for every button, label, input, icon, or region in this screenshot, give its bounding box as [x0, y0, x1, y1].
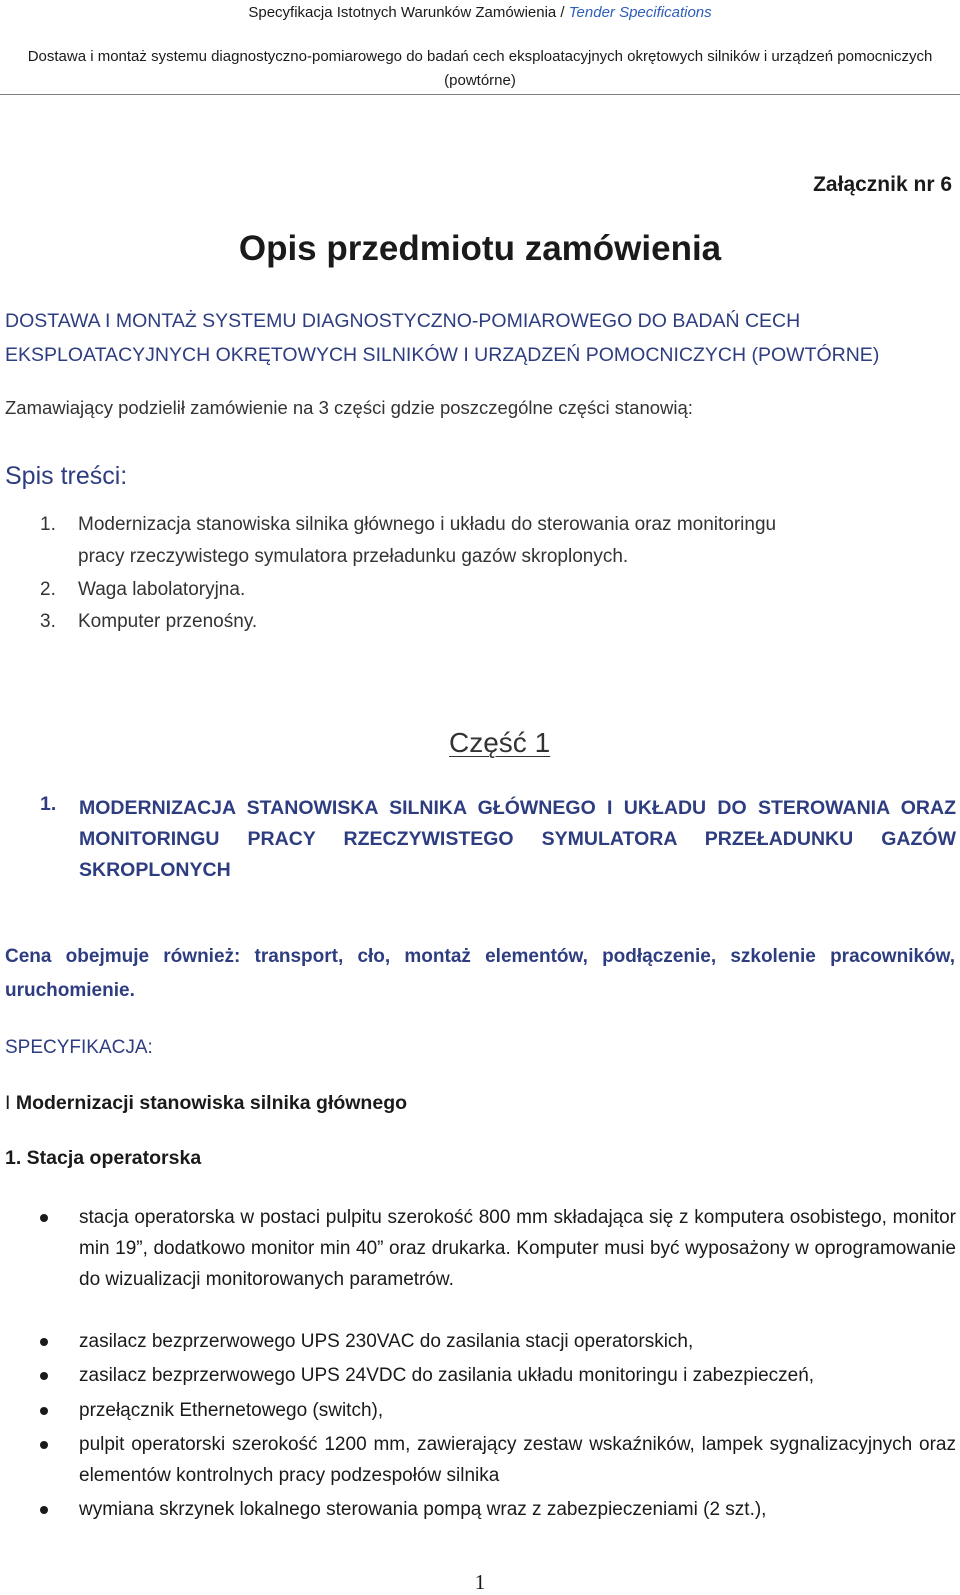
subject-heading: DOSTAWA I MONTAŻ SYSTEMU DIAGNOSTYCZNO-POMIAROWEGO DO BADAŃ CECH EKSPLOATACYJNYCH OKRĘTOWYCH SILNIKÓW I URZĄDZEŃ POMOCNICZYCH (POWTÓRNE)	[5, 310, 880, 366]
header-title-en: Tender Specifications	[568, 4, 712, 21]
list-item-text: wymiana skrzynek lokalnego sterowania pompą wraz z zabezpieczeniami (2 szt.),	[79, 1499, 767, 1520]
toc-item-text: Komputer przenośny.	[78, 611, 258, 632]
part-label: Część 1	[449, 727, 551, 758]
toc-item	[40, 509, 955, 573]
bullet-icon	[40, 1407, 48, 1415]
subsection-heading	[5, 1092, 955, 1115]
toc-item-number: 2.	[40, 579, 56, 600]
list-item	[0, 1395, 960, 1426]
toc-item-text: Waga labolatoryjna.	[78, 579, 246, 600]
header-divider	[0, 94, 960, 95]
list-item	[0, 1494, 960, 1525]
page-number: 1	[474, 1570, 486, 1594]
list-item	[0, 1360, 960, 1391]
list-item-text: stacja operatorska w postaci pulpitu szerokość 800 mm składająca się z komputera osobistego, monitor min 19”, dodatkowo monitor min 40” oraz drukarka. Komputer musi być wyposażony w oprogramowanie do wizualizacji monitorowanych parametrów.	[79, 1207, 956, 1290]
list-item	[0, 1202, 960, 1326]
document-title: Opis przedmiotu zamówienia	[238, 229, 722, 268]
spec-label: SPECYFIKACJA:	[5, 1037, 153, 1058]
toc-item-number: 3.	[40, 611, 56, 632]
header-subject: Dostawa i montaż systemu diagnostyczno-pomiarowego do badań cech eksploatacyjnych okrętowych silników i urządzeń pomocniczych (powtórne)	[27, 48, 933, 89]
list-item	[0, 1429, 960, 1491]
list-item-text: przełącznik Ethernetowego (switch),	[79, 1400, 384, 1421]
bullet-icon	[40, 1338, 48, 1346]
section-title: MODERNIZACJA STANOWISKA SILNIKA GŁÓWNEGO I UKŁADU DO STEROWANIA ORAZ MONITORINGU PRACY RZECZYWISTEGO SYMULATORA PRZEŁADUNKU GAZÓW SKROPLONYCH	[79, 797, 956, 881]
toc-item-text: Modernizacja stanowiska silnika głównego i układu do sterowania oraz monitoringu	[78, 514, 777, 535]
subsection-title: Modernizacji stanowiska silnika głównego	[15, 1092, 408, 1114]
section-number: 1.	[40, 793, 57, 815]
toc-item	[40, 574, 955, 606]
toc-item-number: 1.	[40, 514, 56, 535]
toc-item-text-cont: pracy rzeczywistego symulatora przeładunku gazów skroplonych.	[78, 546, 629, 567]
bullet-list	[0, 1202, 960, 1525]
annex-label: Załącznik nr 6	[813, 173, 952, 196]
subheading: 1. Stacja operatorska	[5, 1147, 202, 1169]
price-note: Cena obejmuje również: transport, cło, montaż elementów, podłączenie, szkolenie pracowników, uruchomienie.	[5, 946, 955, 1001]
subsection-prefix: I	[5, 1092, 16, 1114]
header-title-pl: Specyfikacja Istotnych Warunków Zamówienia /	[248, 4, 569, 21]
toc-title: Spis treści:	[5, 462, 128, 490]
list-item-text: zasilacz bezprzerwowego UPS 230VAC do zasilania stacji operatorskich,	[79, 1331, 694, 1352]
intro-paragraph: Zamawiający podzielił zamówienie na 3 części gdzie poszczególne części stanowią:	[5, 397, 693, 418]
list-item	[0, 1326, 960, 1357]
toc-item	[40, 606, 955, 638]
list-item-text: pulpit operatorski szerokość 1200 mm, zawierający zestaw wskaźników, lampek sygnalizacyjnych oraz elementów kontrolnych pracy podzespołów silnika	[79, 1434, 956, 1486]
bullet-icon	[40, 1214, 48, 1222]
running-header	[0, 4, 960, 21]
bullet-icon	[40, 1506, 48, 1514]
bullet-icon	[40, 1372, 48, 1380]
list-item-text: zasilacz bezprzerwowego UPS 24VDC do zasilania układu monitoringu i zabezpieczeń,	[79, 1365, 815, 1386]
bullet-icon	[40, 1441, 48, 1449]
